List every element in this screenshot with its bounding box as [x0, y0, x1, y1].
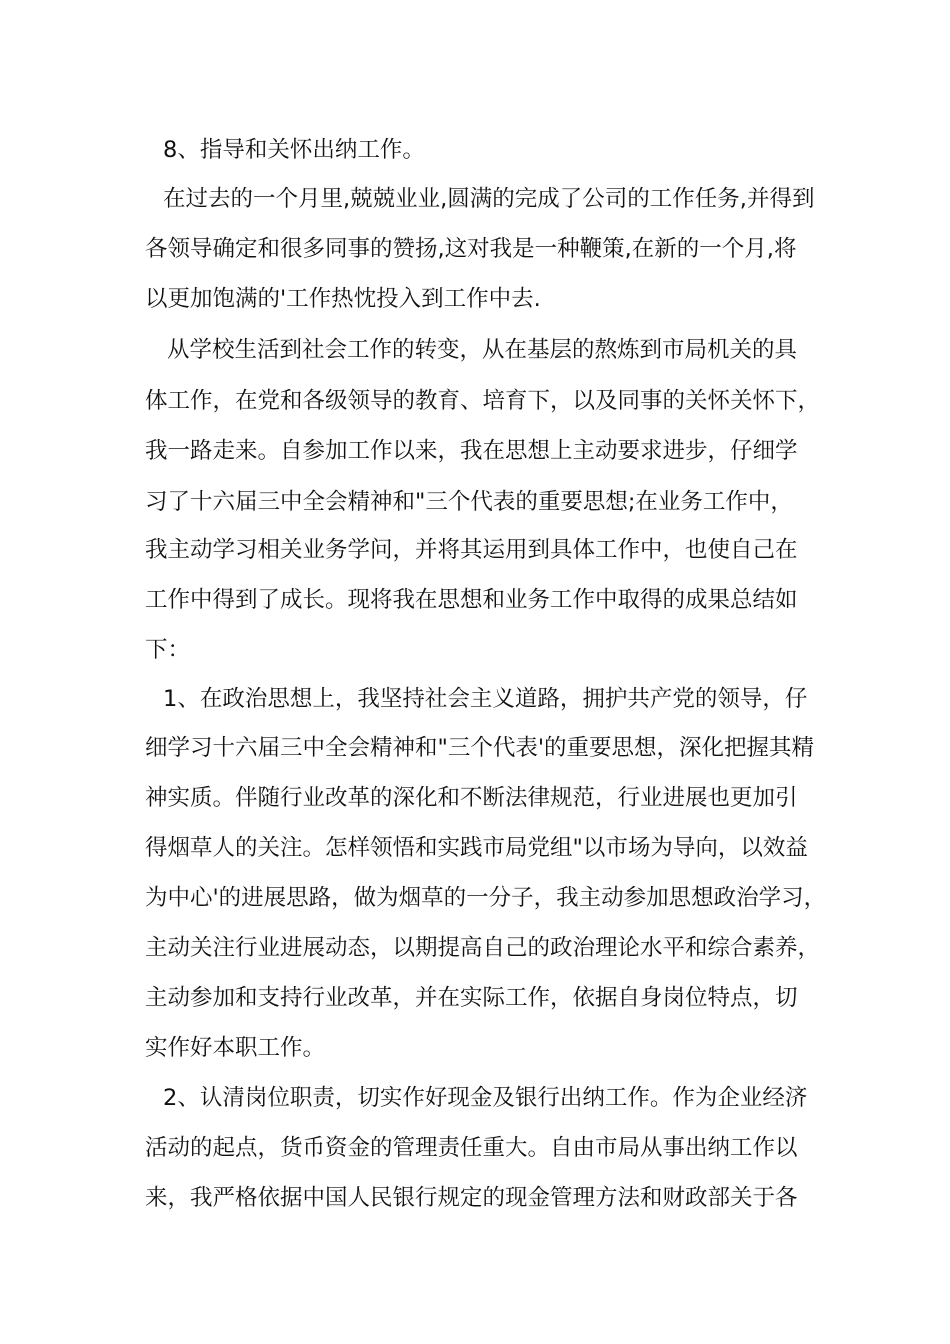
text-line: 得烟草人的关注。怎样领悟和实践市局党组"以市场为导向，以效益	[145, 835, 808, 861]
text-line: 2、认清岗位职责，切实作好现金及银行出纳工作。作为企业经济	[163, 1085, 808, 1111]
text-line: 习了十六届三中全会精神和"三个代表的重要思想;在业务工作中，	[145, 489, 793, 515]
text-line: 体工作，在党和各级领导的教育、培育下，以及同事的关怀关怀下，	[145, 388, 821, 414]
text-line: 来，我严格依据中国人民银行规定的现金管理方法和财政部关于各	[145, 1185, 798, 1211]
text-line: 主动关注行业进展动态，以期提高自己的政治理论水平和综合素养，	[145, 935, 821, 961]
text-line: 从学校生活到社会工作的转变，从在基层的熬炼到市局机关的具	[167, 337, 798, 363]
text-line: 实作好本职工作。	[145, 1035, 326, 1061]
text-line: 主动参加和支持行业改革，并在实际工作，依据自身岗位特点，切	[145, 985, 798, 1011]
text-line: 8、指导和关怀出纳工作。	[163, 137, 425, 163]
text-line: 各领导确定和很多同事的赞扬,这对我是一种鞭策,在新的一个月,将	[145, 236, 797, 262]
text-line: 1、在政治思想上，我坚持社会主义道路，拥护共产党的领导，仔	[163, 686, 808, 712]
text-line: 以更加饱满的'工作热忱投入到工作中去.	[145, 286, 541, 312]
text-line: 神实质。伴随行业改革的深化和不断法律规范，行业进展也更加引	[145, 785, 798, 811]
text-line: 活动的起点，货币资金的管理责任重大。自由市局从事出纳工作以	[145, 1135, 798, 1161]
text-line: 为中心'的进展思路，做为烟草的一分子，我主动参加思想政治学习，	[145, 885, 827, 911]
text-line: 我一路走来。自参加工作以来，我在思想上主动要求进步，仔细学	[145, 438, 798, 464]
text-line: 我主动学习相关业务学问，并将其运用到具体工作中，也使自己在	[145, 537, 798, 563]
text-line: 下：	[145, 637, 191, 663]
text-line: 细学习十六届三中全会精神和"三个代表'的重要思想，深化把握其精	[145, 735, 815, 761]
text-line: 工作中得到了成长。现将我在思想和业务工作中取得的成果总结如	[145, 587, 798, 613]
text-line: 在过去的一个月里,兢兢业业,圆满的完成了公司的工作任务,并得到	[163, 186, 815, 212]
